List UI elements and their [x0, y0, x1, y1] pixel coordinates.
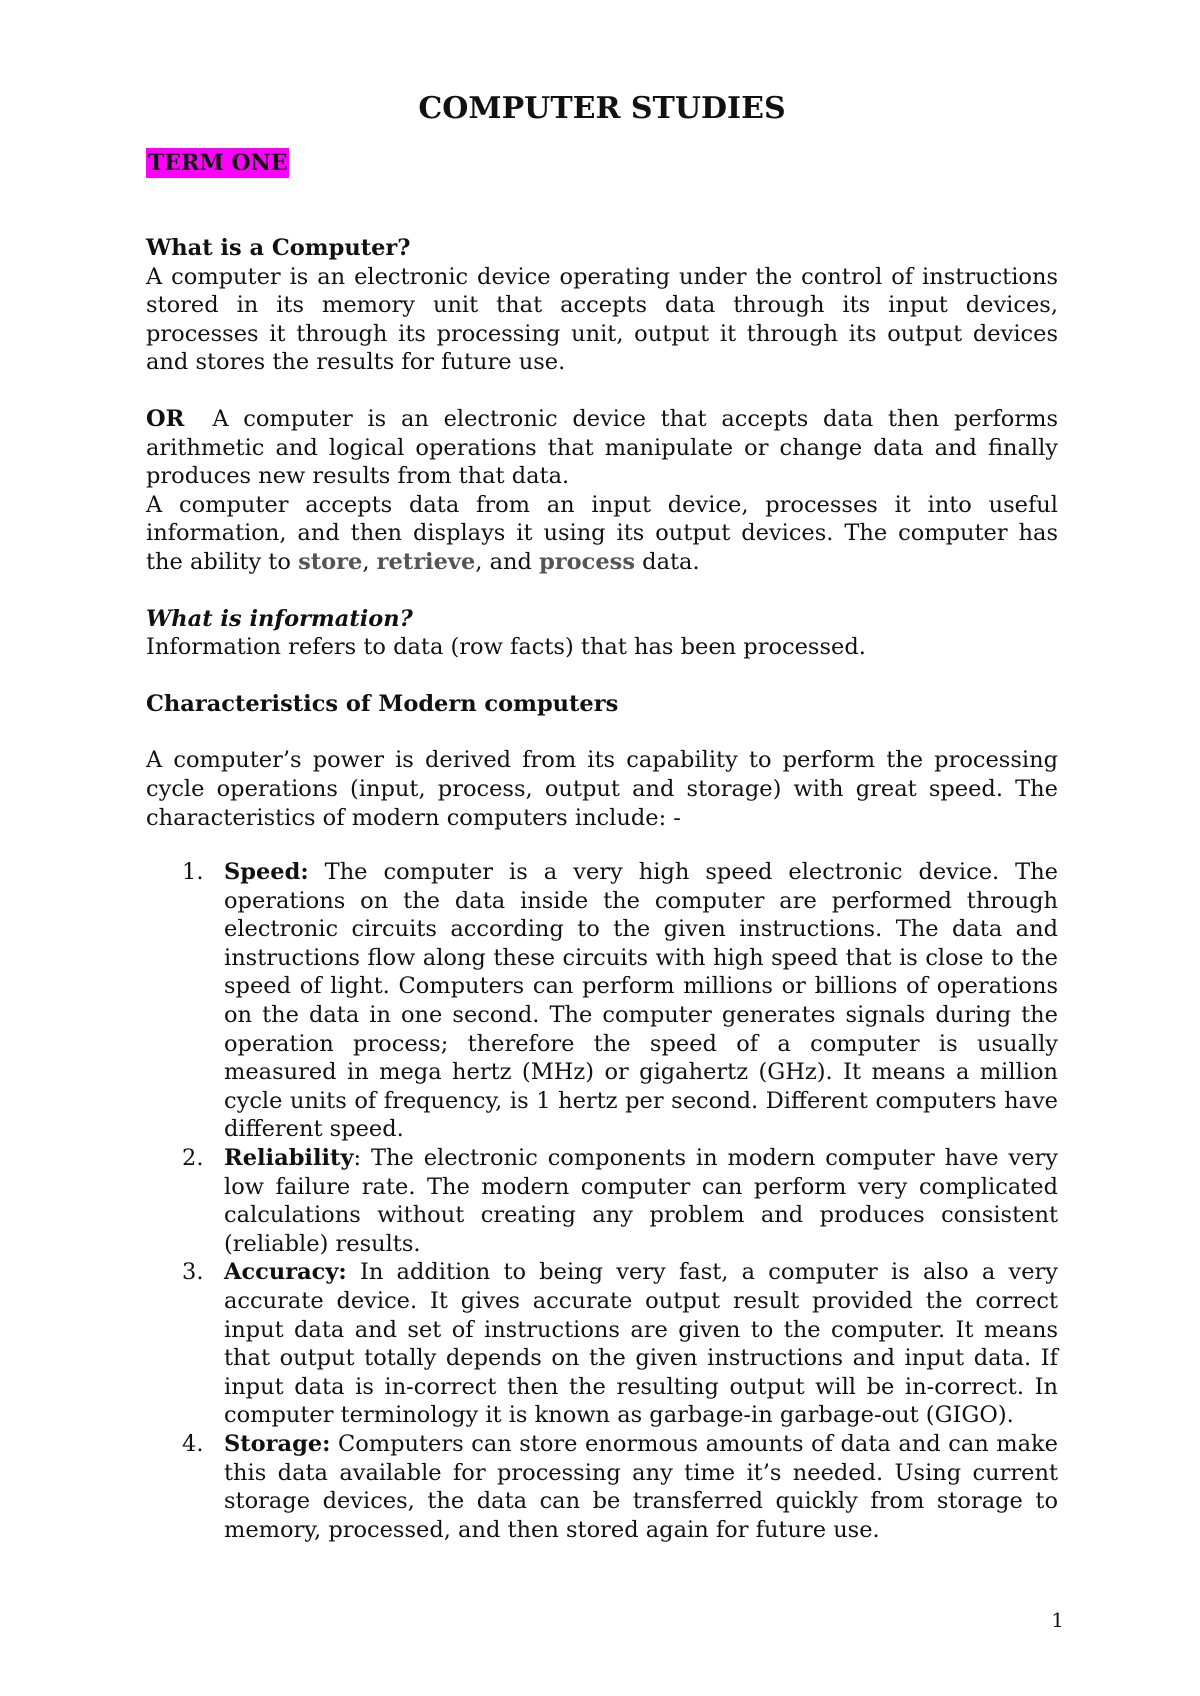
- list-item-accuracy: [146, 1258, 1058, 1430]
- page-content: [146, 90, 1058, 1544]
- list-number: 3.: [182, 1259, 204, 1286]
- term-label-highlight: TERM ONE: [148, 150, 288, 176]
- characteristics-intro: A computer’s power is derived from its capability to perform the processing cycle operations (input, process, output and storage) with great speed. The characteristics of modern computers include: -: [146, 747, 1058, 831]
- list-item-storage: [146, 1430, 1058, 1544]
- list-item-speed: [146, 858, 1058, 1144]
- item-label: Speed:: [224, 859, 309, 886]
- summary-start: A computer accepts data from an input device, processes it into useful information, and then displays it using its output devices. The computer has the ability to: [146, 491, 1058, 575]
- list-number: 1.: [182, 859, 204, 886]
- item-label: Storage:: [224, 1430, 331, 1457]
- information-definition: Information refers to data (row facts) that has been processed.: [146, 634, 866, 661]
- document-title: COMPUTER STUDIES: [418, 91, 786, 126]
- summary-end: data.: [635, 548, 700, 575]
- alt-definition-text: A computer is an electronic device that accepts data then performs arithmetic and logical operations that manipulate or change data and finally produces new results from that data.: [146, 405, 1058, 490]
- item-label: Accuracy:: [224, 1259, 347, 1286]
- computer-summary-paragraph: [146, 491, 1058, 577]
- list-item-reliability: [146, 1144, 1058, 1258]
- summary-comma-1: ,: [362, 548, 377, 575]
- item-text: The computer is a very high speed electronic device. The operations on the data inside the computer are performed through electronic circuits according to the given instructions. The data and instructions flow along these circuits with high speed that is close to the speed of light. Computers can perform millions or billions of operations on the data in one second. The computer generates signals during the operation process; therefore the speed of a computer is usually measured in mega hertz (MHz) or gigahertz (GHz). It means a million cycle units of frequency, is 1 hertz per second. Different computers have different speed.: [224, 859, 1058, 1143]
- what-is-computer-heading: What is a Computer?: [146, 235, 411, 261]
- summary-comma-2: , and: [475, 548, 540, 575]
- characteristics-list: [146, 858, 1058, 1544]
- list-number: 2.: [182, 1145, 204, 1172]
- item-text: : The electronic components in modern computer have very low failure rate. The modern computer can perform very complicated calculations without creating any problem and produces consistent (reliable) results.: [224, 1145, 1058, 1257]
- term-section: [146, 148, 1058, 184]
- item-text: Computers can store enormous amounts of data and can make this data available for processing any time it’s needed. Using current storage devices, the data can be transferred quickly from storage to memory, processed, and then stored again for future use.: [224, 1430, 1058, 1543]
- store-term: store: [298, 548, 363, 575]
- item-label: Reliability: [224, 1145, 354, 1172]
- what-is-information-heading: What is information?: [146, 605, 413, 632]
- characteristics-heading: Characteristics of Modern computers: [146, 690, 619, 717]
- page-number: 1: [1051, 1608, 1064, 1632]
- list-number: 4.: [182, 1430, 204, 1457]
- alt-definition-paragraph: [146, 405, 1058, 491]
- item-text: In addition to being very fast, a computer is also a very accurate device. It gives accurate output result provided the correct input data and set of instructions are given to the computer. It means that output totally depends on the given instructions and input data. If input data is in-correct then the resulting output will be in-correct. In computer terminology it is known as garbage-in garbage-out (GIGO).: [224, 1259, 1058, 1429]
- computer-definition: A computer is an electronic device operating under the control of instructions stored in its memory unit that accepts data through its input devices, processes it through its processing unit, output it through its output devices and stores the results for future use.: [146, 263, 1058, 376]
- or-label: OR: [146, 405, 185, 432]
- process-term: process: [539, 548, 636, 575]
- retrieve-term: retrieve: [376, 548, 476, 575]
